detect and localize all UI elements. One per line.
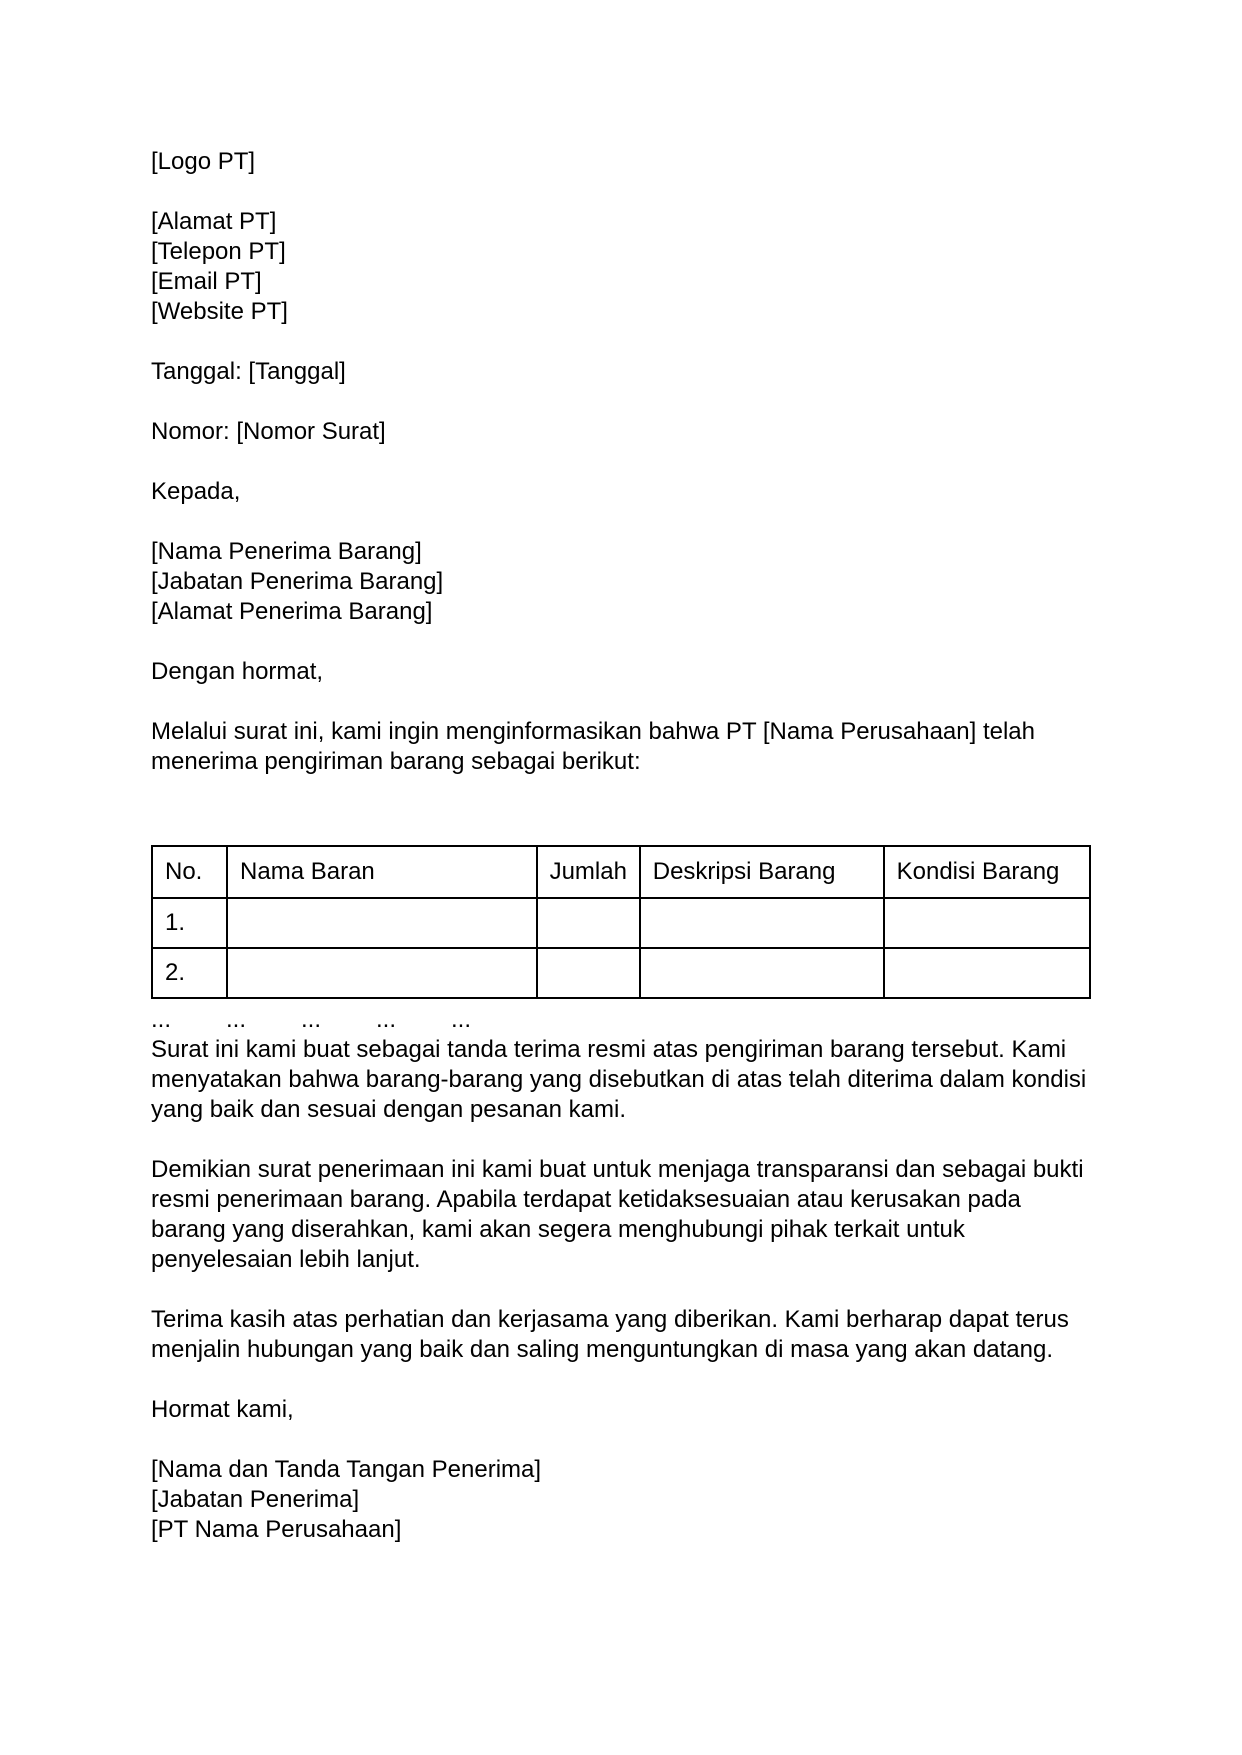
company-website: [Website PT] <box>151 298 288 325</box>
ellipsis-row <box>151 1005 1091 1035</box>
body-paragraph-receipt: Surat ini kami buat sebagai tanda terima resmi atas pengiriman barang tersebut. Kami menyatakan bahwa barang-barang yang disebutkan di atas telah diterima dalam kondisi yang baik dan sesuai dengan pesanan kami. <box>151 1036 1087 1123</box>
cell-jumlah <box>537 898 640 948</box>
signature-block <box>151 1455 1091 1545</box>
greeting: Dengan hormat, <box>151 658 324 685</box>
cell-row-number: 2. <box>152 948 227 998</box>
column-header-jumlah: Jumlah <box>537 846 640 898</box>
company-info-block <box>151 207 1091 327</box>
cell-kondisi-barang <box>884 948 1090 998</box>
signature-company: [PT Nama Perusahaan] <box>151 1516 402 1543</box>
column-header-no: No. <box>152 846 227 898</box>
company-address: [Alamat PT] <box>151 208 277 235</box>
cell-nama-barang <box>227 948 537 998</box>
column-header-nama-barang: Nama Baran <box>227 846 537 898</box>
date-line: Tanggal: [Tanggal] <box>151 358 346 385</box>
cell-jumlah <box>537 948 640 998</box>
letter-number-line: Nomor: [Nomor Surat] <box>151 418 386 445</box>
table-row <box>152 948 1090 998</box>
column-header-kondisi-barang: Kondisi Barang <box>884 846 1090 898</box>
cell-deskripsi-barang <box>640 948 884 998</box>
signature-name: [Nama dan Tanda Tangan Penerima] <box>151 1456 542 1483</box>
ellipsis: ... <box>301 1006 322 1033</box>
cell-kondisi-barang <box>884 898 1090 948</box>
recipient-block <box>151 537 1091 627</box>
table-header-row <box>152 846 1090 898</box>
company-phone: [Telepon PT] <box>151 238 286 265</box>
cell-row-number: 1. <box>152 898 227 948</box>
signature-position: [Jabatan Penerima] <box>151 1486 360 1513</box>
table-row <box>152 898 1090 948</box>
ellipsis: ... <box>226 1006 247 1033</box>
body-paragraph-thanks: Terima kasih atas perhatian dan kerjasama yang diberikan. Kami berharap dapat terus menjalin hubungan yang baik dan saling menguntungkan di masa yang akan datang. <box>151 1306 1069 1363</box>
intro-paragraph: Melalui surat ini, kami ingin menginformasikan bahwa PT [Nama Perusahaan] telah menerima pengiriman barang sebagai berikut: <box>151 718 1036 775</box>
ellipsis: ... <box>376 1006 397 1033</box>
recipient-name: [Nama Penerima Barang] <box>151 538 422 565</box>
closing: Hormat kami, <box>151 1396 294 1423</box>
column-header-deskripsi-barang: Deskripsi Barang <box>640 846 884 898</box>
company-email: [Email PT] <box>151 268 262 295</box>
ellipsis: ... <box>151 1006 172 1033</box>
body-paragraph-purpose: Demikian surat penerimaan ini kami buat untuk menjaga transparansi dan sebagai bukti resmi penerimaan barang. Apabila terdapat ketidaksesuaian atau kerusakan pada barang yang diserahkan, kami akan segera menghubungi pihak terkait untuk penyelesaian lebih lanjut. <box>151 1156 1084 1273</box>
ellipsis: ... <box>451 1006 472 1033</box>
to-label: Kepada, <box>151 478 241 505</box>
cell-deskripsi-barang <box>640 898 884 948</box>
items-table <box>151 845 1091 999</box>
recipient-position: [Jabatan Penerima Barang] <box>151 568 444 595</box>
recipient-address: [Alamat Penerima Barang] <box>151 598 433 625</box>
logo-placeholder: [Logo PT] <box>151 148 256 175</box>
cell-nama-barang <box>227 898 537 948</box>
